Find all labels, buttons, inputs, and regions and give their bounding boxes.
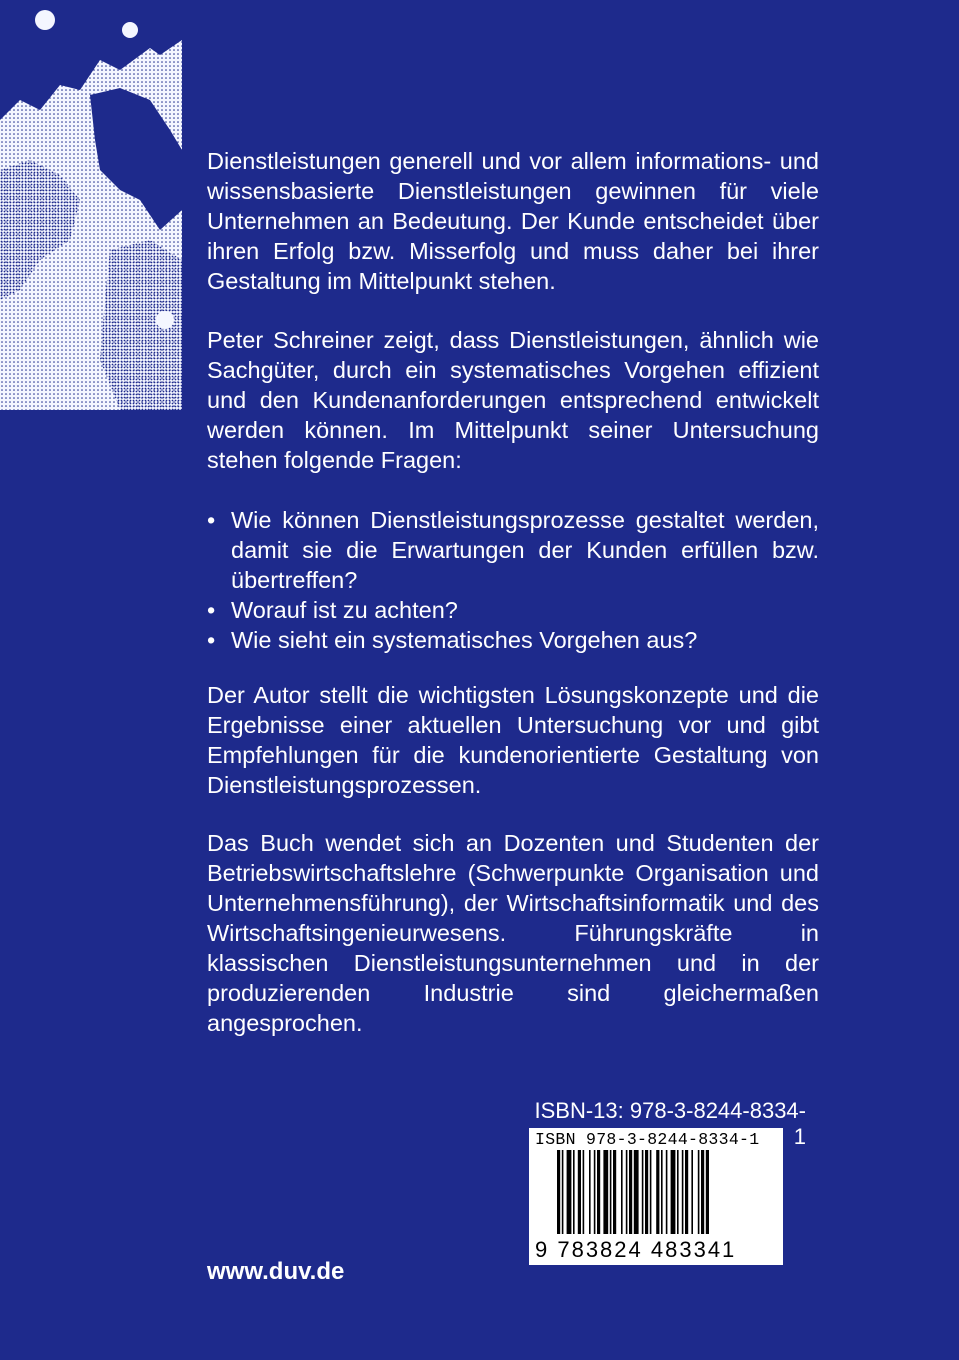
bullet-icon: • xyxy=(207,507,216,533)
barcode-bar xyxy=(573,1150,575,1234)
barcode-bar xyxy=(562,1150,564,1234)
barcode-bar xyxy=(610,1150,612,1234)
barcode-bar xyxy=(698,1150,700,1234)
bullet-icon: • xyxy=(207,597,216,623)
barcode-bar xyxy=(677,1150,679,1234)
barcode-bar xyxy=(603,1150,608,1234)
question-list xyxy=(207,505,819,655)
description-paragraph-4: Das Buch wendet sich an Dozenten und Studenten der Betriebswirtschaftslehre (Schwerpunkte Organisation und Unternehmensführung), der Wirtschaftsinformatik und des Wirtschaftsingenieurwesens. Führungskräfte in klassischen Dienstleistungsunternehmen und in der produzierenden Industrie sind gleichermaßen angesprochen. xyxy=(207,830,819,1036)
barcode-bar xyxy=(621,1150,623,1234)
list-item: • Worauf ist zu achten? xyxy=(207,597,458,623)
barcode-bar xyxy=(634,1150,639,1234)
barcode-bar xyxy=(613,1150,616,1234)
barcode-bar xyxy=(597,1150,600,1234)
barcode-number: 9 783824 483341 xyxy=(535,1237,737,1262)
barcode-bar xyxy=(691,1150,693,1234)
barcode-bar xyxy=(594,1150,596,1234)
barcode-bar xyxy=(671,1150,676,1234)
barcode-bar xyxy=(629,1150,632,1234)
description-paragraph-3: Der Autor stellt die wichtigsten Lösungskonzepte und die Ergebnisse einer aktuellen Untersuchung vor und gibt Empfehlungen für die kundenorientierte Gestaltung von Dienstleistungsprozessen. xyxy=(207,682,819,798)
barcode-bar xyxy=(682,1150,684,1234)
list-item: • Wie können Dienstleistungsprozesse gestaltet werden, damit sie die Erwartungen der Kunden erfüllen bzw. übertreffen? xyxy=(207,507,819,593)
barcode-bar xyxy=(666,1150,668,1234)
world-map-illustration xyxy=(0,0,182,410)
barcode xyxy=(529,1128,783,1265)
barcode-bar xyxy=(685,1150,688,1234)
list-item: • Wie sieht ein systematisches Vorgehen aus? xyxy=(207,627,698,653)
barcode-bar xyxy=(645,1150,648,1234)
barcode-bar xyxy=(567,1150,572,1234)
barcode-bar xyxy=(650,1150,652,1234)
barcode-bar xyxy=(583,1150,585,1234)
isbn-label: ISBN-13: 978-3-8244-8334-1 xyxy=(534,1098,806,1149)
barcode-bar xyxy=(706,1150,709,1234)
barcode-bars xyxy=(557,1150,757,1234)
bullet-icon: • xyxy=(207,627,216,653)
barcode-isbn-text: ISBN 978-3-8244-8334-1 xyxy=(535,1130,760,1149)
barcode-bar xyxy=(656,1150,659,1234)
barcode-bar xyxy=(626,1150,628,1234)
barcode-bar xyxy=(578,1150,581,1234)
barcode-bar xyxy=(589,1150,591,1234)
website-link[interactable]: www.duv.de xyxy=(207,1258,345,1285)
description-paragraph-1: Dienstleistungen generell und vor allem informations- und wissensbasierte Dienstleistungen gewinnen für viele Unternehmen an Bedeutung. Der Kunde entscheidet über ihren Erfolg bzw. Misserfolg und muss daher bei ihrer Gestaltung im Mittelpunkt stehen. xyxy=(207,148,819,294)
barcode-bar xyxy=(642,1150,644,1234)
description-paragraph-2: Peter Schreiner zeigt, dass Dienstleistungen, ähnlich wie Sachgüter, durch ein systematisches Vorgehen effizient und den Kundenanforderungen entsprechend entwickelt werden können. Im Mittelpunkt seiner Untersuchung stehen folgende Fragen: xyxy=(207,327,819,473)
barcode-bar xyxy=(661,1150,663,1234)
barcode-bar xyxy=(557,1150,560,1234)
barcode-bar xyxy=(701,1150,704,1234)
